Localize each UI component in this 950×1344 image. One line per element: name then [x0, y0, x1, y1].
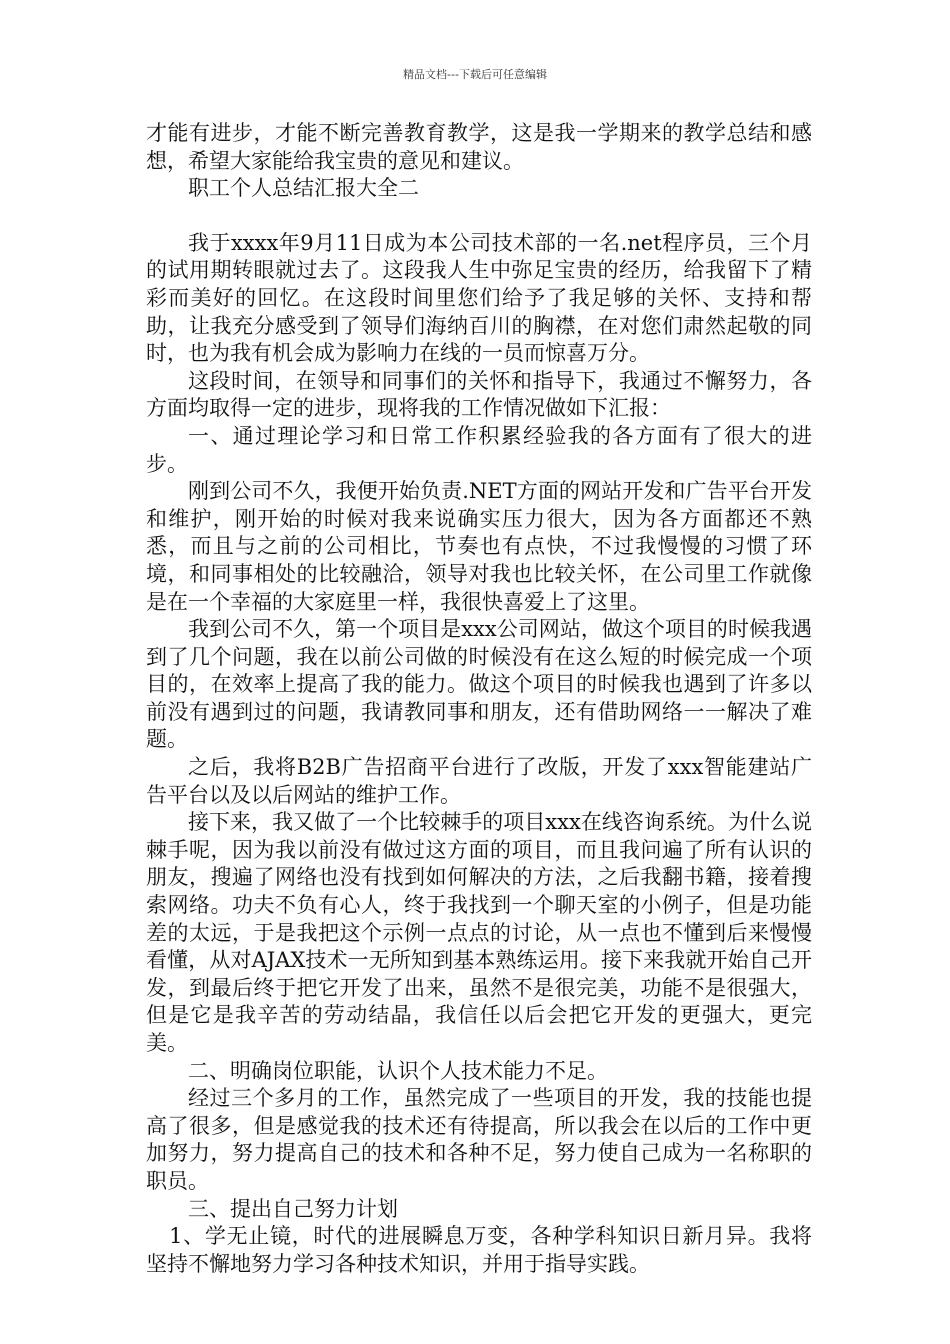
paragraph: 之后，我将B2B广告招商平台进行了改版，开发了xxx智能建站广告平台以及以后网站的维护工作。: [146, 755, 812, 807]
section-heading: 二、明确岗位职能，认识个人技术能力不足。: [188, 1058, 608, 1083]
paragraph: 刚到公司不久，我便开始负责.NET方面的网站开发和广告平台开发和维护，刚开始的时候对我来说确实压力很大，因为各方面都还不熟悉，而且与之前的公司相比，节奏也有点快，不过我慢慢的习惯了环境，和同事相处的比较融洽，领导对我也比较关怀，在公司里工作就像是在一个幸福的大家庭里一样，我很快喜爱上了这里。: [146, 479, 812, 614]
section-heading: 三、提出自己努力计划: [188, 1196, 398, 1221]
paragraph: 接下来，我又做了一个比较棘手的项目xxx在线咨询系统。为什么说棘手呢，因为我以前没有做过这方面的项目，而且我问遍了所有认识的朋友，搜遍了网络也没有找到如何解决的方法，之后我翻书籍，接着搜索网络。功夫不负有心人，终于我找到一个聊天室的小例子，但是功能差的太远，于是我把这个示例一点点的讨论，从一点也不懂到后来慢慢看懂，从对AJAX技术一无所知到基本熟练运用。接下来我就开始自己开发，到最后终于把它开发了出来，虽然不是很完美，功能不是很强大，但是它是我辛苦的劳动结晶，我信任以后会把它开发的更强大，更完美。: [146, 810, 812, 1055]
section-title: 职工个人总结汇报大全二: [188, 176, 419, 201]
section-heading: 一、通过理论学习和日常工作积累经验我的各方面有了很大的进步。: [146, 423, 812, 476]
paragraph: 这段时间，在领导和同事们的关怀和指导下，我通过不懈努力，各方面均取得一定的进步，现将我的工作情况做如下汇报：: [146, 368, 812, 421]
paragraph: 1、学无止镜，时代的进展瞬息万变，各种学科知识日新月异。我将坚持不懈地努力学习各种技术知识，并用于指导实践。: [146, 1224, 812, 1276]
paragraph: 我到公司不久，第一个项目是xxx公司网站，做这个项目的时候我遇到了几个问题，我在以前公司做的时候没有在这么短的时候完成一个项目的，在效率上提高了我的能力。做这个项目的时候我也遇到了许多以前没有遇到过的问题，我请教同事和朋友，还有借助网络一一解决了难题。: [146, 617, 812, 752]
document-body: [146, 120, 812, 1278]
paragraph: 经过三个多月的工作，虽然完成了一些项目的开发，我的技能也提高了很多，但是感觉我的技术还有待提高，所以我会在以后的工作中更加努力，努力提高自己的技术和各种不足，努力使自己成为一名称职的职员。: [146, 1086, 812, 1193]
page-header: 精品文档---下载后可任意编辑: [403, 68, 547, 81]
paragraph: 我于xxxx年9月11日成为本公司技术部的一名.net程序员，三个月的试用期转眼就过去了。这段我人生中弥足宝贵的经历，给我留下了精彩而美好的回忆。在这段时间里您们给予了我足够的关怀、支持和帮助，让我充分感受到了领导们海纳百川的胸襟，在对您们肃然起敬的同时，也为我有机会成为影响力在线的一员而惊喜万分。: [146, 230, 812, 366]
blank-line: [146, 203, 812, 230]
paragraph: 才能有进步，才能不断完善教育教学，这是我一学期来的教学总结和感想，希望大家能给我宝贵的意见和建议。: [146, 121, 812, 173]
